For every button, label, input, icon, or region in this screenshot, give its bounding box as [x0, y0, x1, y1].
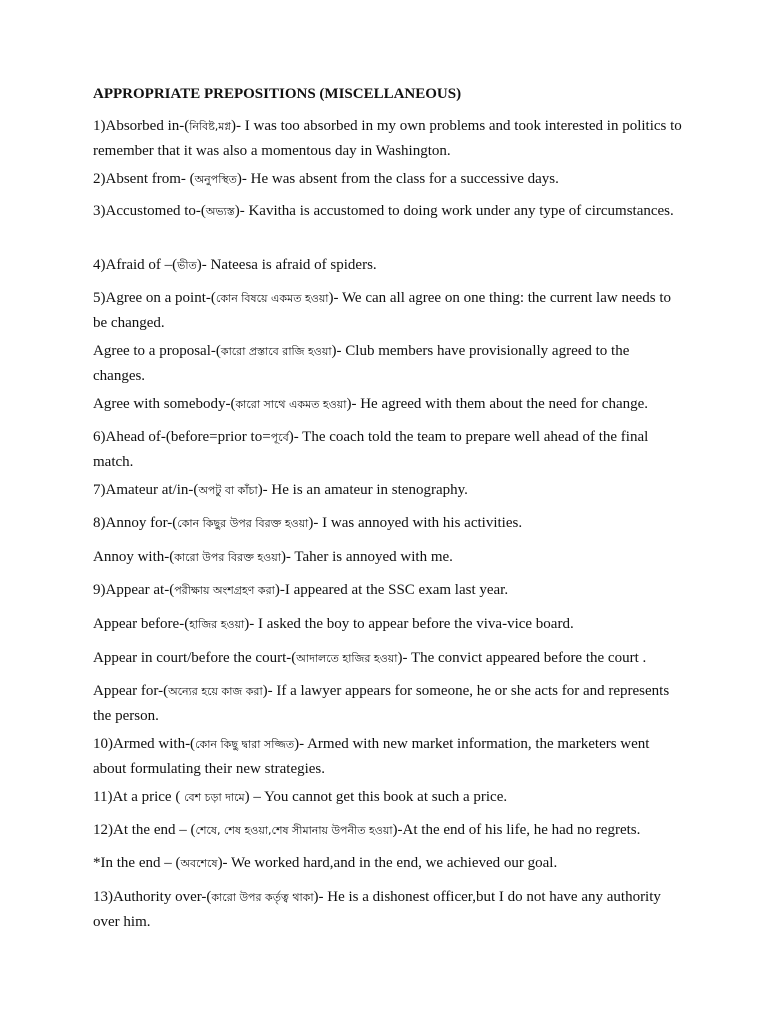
entry-example: )- He is a dishonest officer,but I do not have any authority over him.: [93, 889, 661, 930]
entry-bengali-meaning: নিবিষ্ট,মগ্ন: [189, 120, 232, 133]
entry: [93, 612, 683, 637]
entry-term: 4)Afraid of –(: [93, 257, 178, 273]
entry-example: )- Club members have provisionally agreed to the changes.: [93, 343, 630, 384]
entry: [93, 679, 683, 728]
entry: [93, 167, 683, 192]
entry: [93, 732, 683, 781]
entry-term: 1)Absorbed in-(: [93, 118, 190, 134]
entry-example: )- We worked hard,and in the end, we achieved our goal.: [217, 855, 558, 871]
entry: [93, 885, 683, 934]
entry-bengali-meaning: কারো উপর কর্তৃত্ব থাকা: [211, 891, 314, 904]
entry-term: 12)At the end – (: [93, 822, 196, 838]
entry-example: )- If a lawyer appears for someone, he or she acts for and represents the person.: [93, 683, 670, 724]
entry-bengali-meaning: অন্যের হয়ে কাজ করা: [168, 685, 263, 698]
entry-bengali-meaning: পরীক্ষায় অংশগ্রহণ করা: [174, 584, 275, 597]
entry-example: )- Armed with new market information, the marketers went about formulating their new strategies.: [93, 736, 650, 777]
entry-example: )- I was too absorbed in my own problems and took interested in politics to remember that it was also a momentous day in Washington.: [93, 118, 682, 159]
entry-term: Appear in court/before the court-(: [93, 650, 297, 666]
entry-term: 6)Ahead of-(before=prior to=: [93, 429, 271, 445]
entry-example: )- I asked the boy to appear before the viva-vice board.: [244, 616, 574, 632]
entry-term: Appear before-(: [93, 616, 190, 632]
entry-term: 11)At a price (: [93, 789, 185, 805]
entry-bengali-meaning: অনুপস্থিত: [194, 173, 237, 186]
entry-term: 9)Appear at-(: [93, 582, 175, 598]
entry-example: )- He is an amateur in stenography.: [257, 482, 468, 498]
entry: [93, 286, 683, 335]
entry-example: )-I appeared at the SSC exam last year.: [274, 582, 509, 598]
entry-bengali-meaning: অবশেষে: [180, 857, 218, 870]
entry-bengali-meaning: কারো প্রস্তাবে রাজি হওয়া: [220, 345, 332, 358]
entry-term: 7)Amateur at/in-(: [93, 482, 199, 498]
entry-example: )- Nateesa is afraid of spiders.: [196, 257, 377, 273]
entry-term: 5)Agree on a point-(: [93, 290, 216, 306]
entry: [93, 114, 683, 163]
entry-term: Agree to a proposal-(: [93, 343, 221, 359]
entry: [93, 646, 683, 671]
entry-term: Agree with somebody-(: [93, 396, 236, 412]
entry: [93, 578, 683, 603]
entry-example: )- The convict appeared before the court .: [397, 650, 647, 666]
entry: [93, 253, 683, 278]
entry-bengali-meaning: কোন কিছু দ্বারা সজ্জিত: [195, 738, 295, 751]
entry-bengali-meaning: শেষে, শেষ হওয়া,শেষ সীমানায় উপনীত হওয়া: [195, 824, 393, 837]
entry: [93, 545, 683, 570]
entry-bengali-meaning: কোন কিছুর উপর বিরক্ত হওয়া: [177, 517, 309, 530]
entry-bengali-meaning: কারো সাথে একমত হওয়া: [235, 398, 347, 411]
entry-example: )- The coach told the team to prepare well ahead of the final match.: [93, 429, 649, 470]
entry: [93, 339, 683, 388]
entry-term: 10)Armed with-(: [93, 736, 196, 752]
entry-example: )- I was annoyed with his activities.: [308, 515, 523, 531]
entry-example: )- He was absent from the class for a successive days.: [236, 171, 559, 187]
entry: [93, 818, 683, 843]
entry-bengali-meaning: বেশ চড়া দামে: [184, 791, 245, 804]
entry-term: 13)Authority over-(: [93, 889, 212, 905]
entry-bengali-meaning: অভ্যস্ত: [205, 205, 235, 218]
entry: [93, 199, 683, 224]
entry-bengali-meaning: ভীত: [177, 259, 197, 272]
entry: [93, 425, 683, 474]
entry-term: 2)Absent from- (: [93, 171, 195, 187]
entry: [93, 478, 683, 503]
entry-bengali-meaning: হাজির হওয়া: [189, 618, 245, 631]
entry: [93, 851, 683, 876]
entry-term: *In the end – (: [93, 855, 181, 871]
entry-bengali-meaning: অপটু বা কাঁচা: [198, 484, 258, 497]
entry: [93, 392, 683, 417]
entry-term: 8)Annoy for-(: [93, 515, 178, 531]
entry-term: 3)Accustomed to-(: [93, 203, 206, 219]
entry-bengali-meaning: আদালতে হাজির হওয়া: [296, 652, 398, 665]
entry-example: ) – You cannot get this book at such a price.: [244, 789, 508, 805]
entry-bengali-meaning: কোন বিষয়ে একমত হওয়া: [215, 292, 329, 305]
entry-bengali-meaning: কারো উপর বিরক্ত হওয়া: [174, 551, 281, 564]
entry-bengali-meaning: পূর্বে: [270, 431, 289, 444]
entry: [93, 785, 683, 810]
entry-term: Annoy with-(: [93, 549, 175, 565]
entry-example: )-At the end of his life, he had no regrets.: [392, 822, 641, 838]
document-title: APPROPRIATE PREPOSITIONS (MISCELLANEOUS): [93, 86, 462, 102]
entry-example: )- He agreed with them about the need for change.: [346, 396, 649, 412]
entry-term: Appear for-(: [93, 683, 169, 699]
entry-example: )- Taher is annoyed with me.: [280, 549, 453, 565]
entry-example: )- We can all agree on one thing: the current law needs to be changed.: [93, 290, 672, 331]
entry: [93, 511, 683, 536]
entry-example: )- Kavitha is accustomed to doing work under any type of circumstances.: [234, 203, 674, 219]
